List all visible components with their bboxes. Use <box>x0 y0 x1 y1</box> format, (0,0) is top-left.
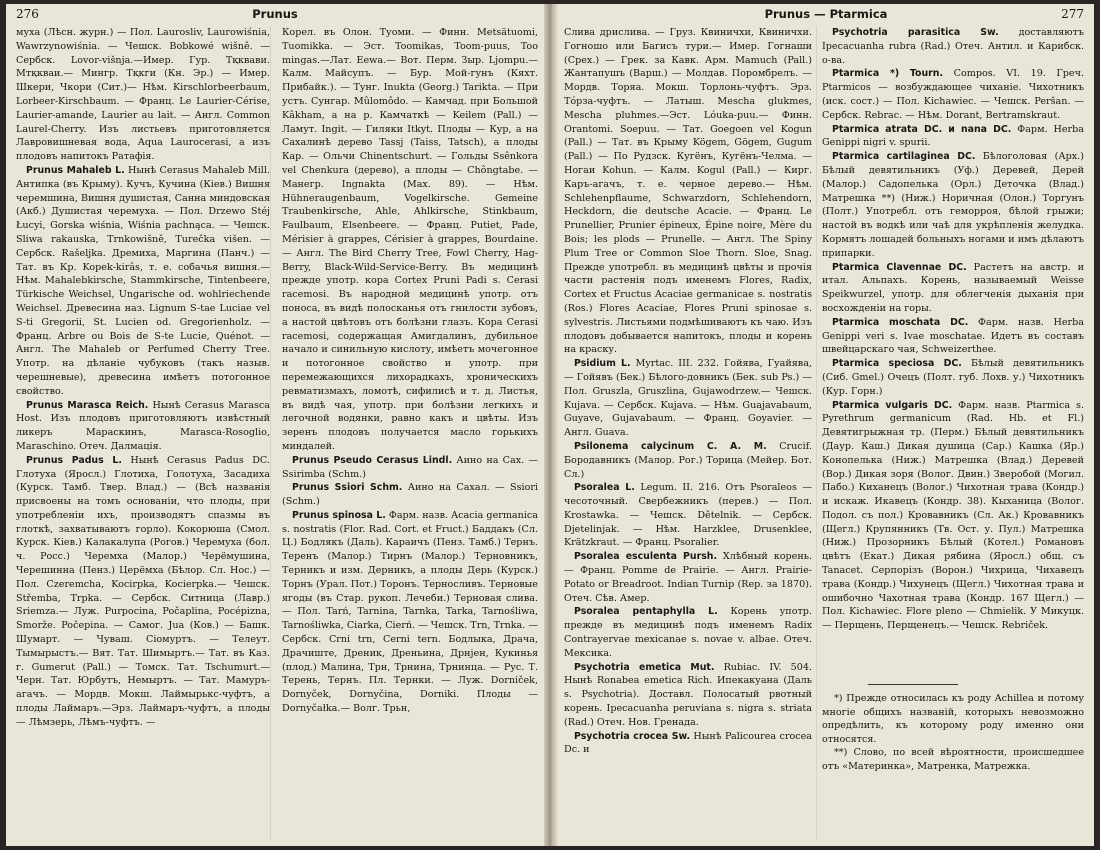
entry-text: Фарм. назв. Herba Genippi veri s. Ivae moschatae. Идетъ въ составъ швейцарскаго чая, Schweizerthee. <box>822 316 1084 356</box>
entry-headword: Ptarmica vulgaris DC. <box>832 399 953 411</box>
left-column-1 <box>16 26 270 840</box>
entry-headword: Psoralea esculenta Pursh. <box>574 551 718 563</box>
left-column-rule <box>270 26 271 840</box>
entry-headword: Prunus spinosa L. <box>292 509 386 521</box>
dictionary-entry <box>564 605 812 660</box>
dictionary-entry <box>16 454 270 730</box>
entry-continuation <box>16 26 270 164</box>
book-gutter <box>544 4 558 846</box>
entry-text: Корел. въ Олон. Туоми. — Финн. Metsätuomi, Tuomikka. — Эст. Toomikas, Toom-puus, Too mingas.—Лат. Eewa.— Вот. Перм. Зыр. Ljompu.— Калм. Майсупъ. — Бур. Мой-гунъ (Кяхт. Прибайк.). — Тунг. Inukta (Georg.) Tarikta. — При устъ. Сунгар. Mûlomôdo. — Камчад. при Большой Kâkham, а на р. Камчаткѣ — Keilem (Pall.) — Ламут. Ingit. — Гиляки Itkyt. Плоды — Кур, а на Сахалинѣ дерево Tassj (Taiss, Tatsch), а плоды Кар. — Ольчи Chinentschurt. — Гольды Ssênkora vel Chenkura (дерево), а плоды — Chôngtabe. — Манегр. Ingnakta (Max. 89). — Нѣм. Hühneraugenbaum, Vogelkirsche. Gemeine Traubenkirsche, Ahle, Ahlkirsche, Stinkbaum, Faulbaum, Elsenbeere. — Франц. Putiet, Pade, Mérisier à grappes, Cérisier à grappes, Bourdaine. — Англ. The Bird Cherry Tree, Fowl Cherry, Hag-Berry, Black-Wild-Service-Berry. Въ медицинѣ прежде употр. кора Cortex Pruni Padi s. Cerasi racemosi. Въ народной медицинѣ употр. отъ поноса, въ видѣ полосканья отъ гнилости зубовъ, а настой цвѣтовъ отъ болѣзни глазъ. Кора Cerasi racemosi, содержащая Амигдалинъ, дубильное начало и синильную кислоту, имѣетъ мочегонное и потогонное свойство и употр. при перемежающихся лихорадкахъ, хроническихъ ревматизмахъ, ломотѣ, сифилисѣ и т. д. Листья, въ видѣ чая, употр. при болѣзни легкихъ и легочной водянки, равно какъ и цвѣты. Изъ зеренъ плодовъ получается масло горькихъ миндалей. <box>282 27 538 452</box>
entry-text: Compos. VI. 19. Греч. Ptarmicos — возбуждающее чиханіе. Чихотникъ (иск. сост.) — Пол. Kichawiec. — Чешск. Peršan. — Сербск. Rebrac. — Нѣм. Dorant, Bertramskraut. <box>822 68 1084 121</box>
entry-headword: Ptarmica atrata DC. и nana DC. <box>832 123 1012 135</box>
right-column-2 <box>822 26 1084 676</box>
left-column-2 <box>282 26 538 840</box>
entry-headword: Prunus Padus L. <box>26 454 122 466</box>
left-page-number: 276 <box>16 7 39 21</box>
right-column-1 <box>564 26 812 840</box>
entry-headword: Ptarmica *) Tourn. <box>832 68 944 80</box>
entry-headword: Psoralea L. <box>574 482 635 494</box>
left-running-title: Prunus <box>252 7 298 21</box>
dictionary-entry <box>564 730 812 758</box>
entry-text: Аино на Сахал. — Ssiori (Schm.) <box>282 482 538 508</box>
entry-text: Myrtac. III. 232. Гойява, Гуайява, — Гойявъ (Бек.) Бѣлого-довникъ (Бек. sub Ps.) — Пол. Gruszla, Gruszlina, Gujawodrzew.— Чешск. Kujava. — Сербск. Kujava. — Нѣм. Guajavabaum, Guyave, Gujavabaum. — Франц. Goyavier. — Англ. Guava. <box>564 358 812 439</box>
entry-text: Хлѣбный корень. — Франц. Pomme de Prairie. — Англ. Prairie-Potato or Breadroot. Indian Turnip (Rep. за 1870). Отеч. Сѣв. Амер. <box>564 551 812 604</box>
entry-text: Нынѣ Cerasus Marasca Host. Изъ плодовъ приготовляютъ извѣстный ликеръ Мараскинъ, Marasca-Rosoglio, Maraschino. Отеч. Далмація. <box>16 399 270 452</box>
dictionary-entry <box>564 550 812 605</box>
dictionary-entry <box>822 399 1084 634</box>
entry-headword: Psilonema calycinum C. A. M. <box>574 440 767 452</box>
footnote-2: **) Слово, по всей вѣроятности, происшедшее отъ «Материнка», Матренка, Матрежка. <box>822 747 1084 772</box>
left-page-header <box>16 7 534 23</box>
entry-text: Бѣлоголовая (Арх.) Бѣлый девятильникъ (Уф.) Деревей, Дерей (Малор.) Садопелька (Орл.) Деточка (Влад.) Матрешка **) (Ниж.) Норичная (Олон.) Торгунъ (Полт.) Употребл. отъ геморроя, бѣлой грыжи; настой въ водкѣ или чаѣ для укрѣпленія желудка. Кормятъ лошадей больныхъ ногами и имъ дѣлаютъ припарки. <box>822 151 1084 259</box>
entry-text: Аино на Сах. — Ssirimba (Schm.) <box>282 454 538 480</box>
entry-headword: Psoralea pentaphylla L. <box>574 606 718 618</box>
entry-text: Rubiac. IV. 504. Нынѣ Ronabea emetica Rich. Ипекакуана (Даль s. Psychotria). Доставл. Полосатый рвотный корень. Ipecacuanha peruviana s. nigra s. striata (Rad.) Отеч. Нов. Гренада. <box>564 661 812 728</box>
entry-headword: Psidium L. <box>574 358 631 370</box>
footnote-separator <box>868 684 958 685</box>
entry-text: Нынѣ Cerasus Padus DC. Глотуха (Яросл.) Глотиха, Голотуха, Засадиха (Курск. Тамб. Твер. Влад.) — (Всѣ названія присвоены на томъ основаніи, что плоды, при употребленіи ихъ, производятъ спазмы въ глоткѣ, захватываютъ горло). Кокорюша (Смол. Курск. Кіев.) Калакалупа (Рогов.) Черемуха (бол. ч. Росс.) Черемха (Малор.) Черёмушина, Черешинна (Пенз.) Церёмха (Бѣлор. Сл. Нос.) — Пол. Czeremcha, Kocirpka, Kocierpka.— Чешск. Střemba, Trpka. — Сербск. Ситница (Лавр.) Sriemza.— Луж. Purpocina, Počaplina, Pocépizna, Smorže. Počepina. — Самог. Jua (Ков.) — Башк. Шумарт. — Чуваш. Сіомуртъ. — Телеут. Тымырыстъ.— Вят. Тат. Шимыртъ.— Тат. въ Каз. г. Gumerut (Pall.) — Томск. Тат. Tschumurt.— Черн. Тат. Юрбутъ, Немыртъ. — Тат. Мамуръ-агачъ. — Мордв. Мокш. Лаймырькс-чуфтъ, а плоды Лаймаръ.—Эрз. Лаймаръ-чуфтъ, а плоды — Лѣмзерь, Лѣмъ-чуфтъ. — <box>16 454 270 728</box>
entry-headword: Ptarmica Clavennae DC. <box>832 261 967 273</box>
dictionary-entry <box>282 454 538 482</box>
right-page <box>558 4 1094 846</box>
entry-headword: Psychotria emetica Mut. <box>574 661 715 673</box>
entry-text: Растетъ на австр. и итал. Альпахъ. Корень, называемый Weisse Speikwurzel, употр. для облегченія дыханія при восхожденіи на горы. <box>822 261 1084 314</box>
dictionary-entry <box>282 509 538 716</box>
dictionary-entry <box>564 440 812 481</box>
entry-text: Нынѣ Palicourea crocea Dc. и <box>564 730 812 756</box>
entry-text: Crucif. Бородавникъ (Малор. Рог.) Торица (Мейер. Бот. Сл.) <box>564 440 812 480</box>
entry-text: Нынѣ Cerasus Mahaleb Mill. Антипка (въ Крыму). Кучъ, Кучина (Кіев.) Вишня черемшина, Вишня душистая, Санна миндовская (Акб.) Душистая черемуха. — Пол. Drzewo Stéj Łucyi, Gorska wiśnia, Wiśnia pachnąca. — Чешск. Sliwa rakauska, Trnkowišně, Turečka višen. — Сербск. Rašeljka. Дремиха, Маргина (Панч.) — Тат. въ Кр. Kopek-kirâs, т. е. собачья вишня.— Нѣм. Mahalebkirsche, Stammkirsche, Tintenbeere, Türkische Weichsel, Ungarische od. wohlriechende Weichsel. Древесина наз. Lignum S-tae Luciae vel S-ti Gregorii, St. Lucien od. Gregorienholz. — Франц. Arbre ou Bois de S-te Lucie, Quénot. — Англ. The Mahaleb or Perfumed Cherry Tree. Употр. на дѣланіе чубуковъ (такъ назыв. черешневые), древесина имѣетъ потогонное свойство. <box>16 164 270 397</box>
entry-text: Фарм. назв. Acacia germanica s. nostratis (Flor. Rad. Cort. et Fruct.) Баддакъ (Сл. Ц.) Бодлякъ (Даль). Караичъ (Пенз. Тамб.) Тернъ. Теренъ (Малор.) Тирнъ (Малор.) Терновникъ, Терникъ и изм. Дерникъ, а плоды Дерь (Курск.) Торнъ (Урал. Пот.) Торонъ. Терносливъ. Терновые ягоды (въ Стар. рукоп. Лечеби.) Терновая слива.— Пол. Tarń, Tarnina, Tarnka, Tarka, Tarnośliwa, Tarnośliwka, Ciarka, Cierń. — Чешск. Trn, Trnka. — Сербск. Crni trn, Cerni tern. Бодлыка, Драча, Драчиште, Дреник, Дреньина, Дрнjен, Кукинья (плод.) Малина, Трн, Трнина, Трнинца. — Рус. Т. Терень, Тернъ. Пл. Тернки. — Луж. Dorniček, Dornyček, Dornyčina, Dorniki. Плоды — Dornyčałka.— Волг. Трьн, <box>282 509 538 715</box>
entry-headword: Prunus Pseudo Cerasus Lindl. <box>292 454 453 466</box>
right-column-rule <box>816 26 817 840</box>
right-page-header <box>568 7 1084 23</box>
dictionary-entry <box>822 26 1084 67</box>
entry-headword: Ptarmica moschata DC. <box>832 316 969 328</box>
entry-text: Legum. II. 216. Отъ Psoraleos — чесоточный. Свербежникъ (перев.) — Пол. Krostawka. — Чешск. Dětelnik. — Сербск. Djetelinjak. — Нѣм. Harzklee, Drusenklee, Krätzkraut. — Франц. Psoralier. <box>564 482 812 549</box>
entry-headword: Psychotria parasitica Sw. <box>832 27 999 38</box>
entry-continuation <box>282 26 538 454</box>
entry-text: доставляютъ Ipecacuanha rubra (Rad.) Отеч. Антил. и Карибск. о-ва. <box>822 27 1084 66</box>
book-spread <box>6 4 1094 846</box>
entry-text: Слива дрислива. — Груз. Квиничхи, Квиничхи. Гогношо или Багисъ тури.— Имер. Гогнаши (Срех.) — Грек. за Кавк. Арм. Mamuch (Pall.) Жантапушъ (Варш.) — Молдав. Поромбрелъ. — Мордв. Торяа. Мокш. Торлонь-чуфтъ. Эрз. Тόрза-чуфтъ. — Латыш. Mescha glukmes, Mescha pluhmes.—Эст. Lóuka-puu.— Финн. Orantomi. Soepuu. — Тат. Goegoen vel Kogun (Pall.) — Тат. въ Крыму Kögem, Gögem, Gugum (Pall.) — По Рудзск. Кугёнъ, Кугёнъ-Челма. — Ногаи Kohun. — Калм. Kogul (Pall.) — Кирг. Каръ-агачъ, т. е. черное дерево.— Нѣм. Schlehenpflaume, Schwarzdorn, Schlehendorn, Heckdorn, die deutsche Acacie. — Франц. Le Prunellier, Prunier épineux, Épine noire, Mère du Bois; les plods — Prunelle. — Англ. The Spiny Plum Tree or Common Sloe Thorn. Sloe, Snag. Прежде употребл. въ медицинѣ цвѣты и прочія части растенія подъ именемъ Flores, Radix, Cortex et Fructus Acaciae germanicae s. nostratis (Ros.) Flores Acaciae, Flores Pruni spinosae s. sylvestris. Листьями подмѣшиваютъ къ чаю. Изъ плодовъ добывается напитокъ, плоды и корень на краску. <box>564 27 812 356</box>
entry-continuation <box>564 26 812 357</box>
right-running-title: Prunus — Ptarmica <box>764 7 888 21</box>
dictionary-entry <box>564 661 812 730</box>
dictionary-entry <box>822 261 1084 316</box>
dictionary-entry <box>16 164 270 399</box>
right-page-number: 277 <box>1061 7 1084 21</box>
entry-headword: Psychotria crocea Sw. <box>574 730 691 742</box>
entry-headword: Prunus Mahaleb L. <box>26 164 125 176</box>
footnote-1: *) Прежде относилась къ роду Achillea и потому многіе общихъ названій, которыхъ невозможно опредѣлить, къ которому роду именно они относятся. <box>822 693 1084 745</box>
entry-text: Фарм. Herba Genippi nigri v. spurii. <box>822 123 1084 149</box>
dictionary-entry <box>822 316 1084 357</box>
dictionary-entry <box>16 399 270 454</box>
entry-headword: Prunus Marasca Reich. <box>26 399 149 411</box>
dictionary-entry <box>822 123 1084 151</box>
dictionary-entry <box>564 481 812 550</box>
entry-text: Фарм. назв. Ptarmica s. Pyrethrum germanicum (Rad. Hb. et Fl.) Девятигрыжная тр. (Перм.) Бѣлый девятильникъ (Даур. Каш.) Дикая душица (Сар.) Кашка (Яр.) Конопелька (Ниж.) Матрешка (Влад.) Деревей (Вор.) Дикая зоря (Волог. Двин.) Зверобой (Могил. Пабо.) Киханецъ (Волог.) Чихотная трава (Кондр.) и искаж. Икавецъ (Кондр. 38). Кыханица (Волог. Подол. съ пол.) Кровавникъ (Сл. Ак.) Кровавникъ (Щегл.) Крупянникъ (Тв. Ост. у. Пул.) Матрешка (Ниж.) Прозорникъ Бѣлый (Котел.) Романовъ цвѣтъ (Екат.) Дикая рябина (Яросл.) общ. съ Tanacet. Серпорізъ (Ворон.) Чихрица, Чихавецъ трава (Кондр.) Чихунецъ (Щегл.) Чихотная трава и ошибочно Чахотная трава (Кондр. 167 Щегл.) — Пол. Kichawiec. Flore pleno — Chmielik. У Микуцк. — Перщень, Перщенецъ.— Чешск. Rebriček. <box>822 399 1084 632</box>
dictionary-entry <box>564 357 812 440</box>
entry-text: муха (Лѣсн. журн.) — Пол. Laurosliv, Laurowiśnia, Wawrzynowiśnia. — Чешск. Bobkowé wišně. — Сербск. Lovor-višnja.—Имер. Гур. Тқквави. Мтқкваи.— Мингр. Тқкги (Кн. Эр.) — Имер. Шкери, Чкори (Сит.)— Нѣм. Kirschlorbeerbaum, Lorbeer-Kirschbaum. — Франц. Le Laurier-Cérise, Laurier-amande, Laurier au lait. — Англ. Common Laurel-Cherry. Изъ листьевъ приготовляется Лавровишневая вода, Aqua Laurocerasi, а изъ плодовъ напитокъ Ратафія. <box>16 27 270 163</box>
left-page <box>6 4 544 846</box>
dictionary-entry <box>282 481 538 509</box>
dictionary-entry <box>822 150 1084 260</box>
entry-headword: Ptarmica cartilaginea DC. <box>832 151 976 163</box>
dictionary-entry <box>822 357 1084 398</box>
entry-text: Корень употр. прежде въ медицинѣ подъ именемъ Radix Contrayervae mexicanae s. novae v. albae. Отеч. Мексика. <box>564 606 812 659</box>
entry-text: Бѣлый девятильникъ (Сиб. Gmel.) Очецъ (Полт. губ. Лохв. у.) Чихотникъ (Кур. Горн.) <box>822 358 1084 397</box>
entry-headword: Ptarmica speciosa DC. <box>832 358 962 370</box>
entry-headword: Prunus Ssiori Schm. <box>292 482 403 494</box>
dictionary-entry <box>822 67 1084 122</box>
footnotes <box>822 692 1084 840</box>
